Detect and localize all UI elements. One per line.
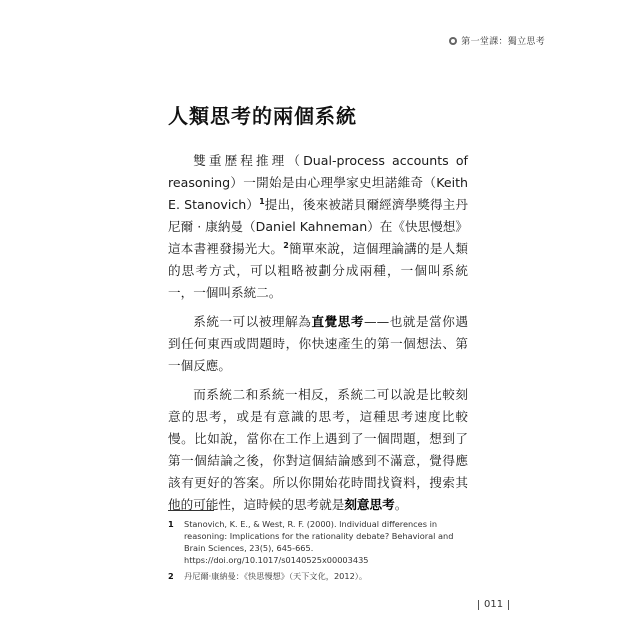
section-title: 人類思考的兩個系統 [168,104,357,128]
footnote-text: 丹尼爾·康納曼：《快思慢想》（天下文化，2012）。 [184,571,368,581]
footnotes [168,518,468,586]
footnote-divider [168,510,214,511]
circle-bullet-icon [449,37,457,45]
page-number-value: 011 [484,599,504,610]
paragraph-1-text-b: 提出，後來被諾貝爾經濟學獎得主丹尼爾 · 康納曼（Daniel Kahneman）在《快思慢想》這本書裡發揚光大。 [168,197,468,256]
running-header-title: 第一堂課：獨立思考 [461,37,545,47]
footnote-item [168,518,468,566]
paragraph-3-text-b: 。 [394,497,408,512]
page-number-right-bar [508,600,509,610]
footnote-ref-1: 1 [259,196,265,206]
paragraph-1-text-c: 簡單來說，這個理論講的是人類的思考方式，可以粗略被劃分成兩種，一個叫系統一，一個叫系統二。 [168,241,469,300]
running-header [449,34,545,47]
paragraph-2 [168,311,468,377]
emphasis-intuitive-thinking: 直覺思考 [311,314,364,329]
footnote-number: 2 [168,571,174,581]
paragraph-1-text-a: 雙重歷程推理（Dual-process accounts of reasoning）一開始是由心理學家史坦諾維奇（Keith E. Stanovich） [168,153,468,212]
paragraph-3 [168,384,468,516]
footnote-item [168,570,468,582]
paragraph-3-text-a: 而系統二和系統一相反，系統二可以說是比較刻意的思考，或是有意識的思考，這種思考速度比較慢。比如說，當你在工作上遇到了一個問題，想到了第一個結論之後，你對這個結論感到不滿意，覺得應該有更好的答案。所以你開始花時間找資料，搜索其他的可能性，這時候的思考就是 [168,387,468,512]
paragraph-2-text-b: ——也就是當你遇到任何東西或問題時，你快速產生的第一個想法、第一個反應。 [168,314,469,373]
page-number [478,599,509,610]
paragraph-1 [168,150,468,304]
footnote-number: 1 [168,519,174,529]
footnote-ref-2: 2 [283,240,289,250]
paragraph-2-text-a: 系統一可以被理解為 [193,314,312,329]
page-number-left-bar [478,600,479,610]
footnote-text: Stanovich, K. E., & West, R. F. (2000). Individual differences in reasoning: Implications for the rationality debate? Behavioral and Brain Sciences, 23(5), 645-665. https://doi.org/10.1017/s0140525x00003435 [184,519,454,565]
emphasis-deliberate-thinking: 刻意思考 [344,497,395,512]
body-text [168,150,468,523]
